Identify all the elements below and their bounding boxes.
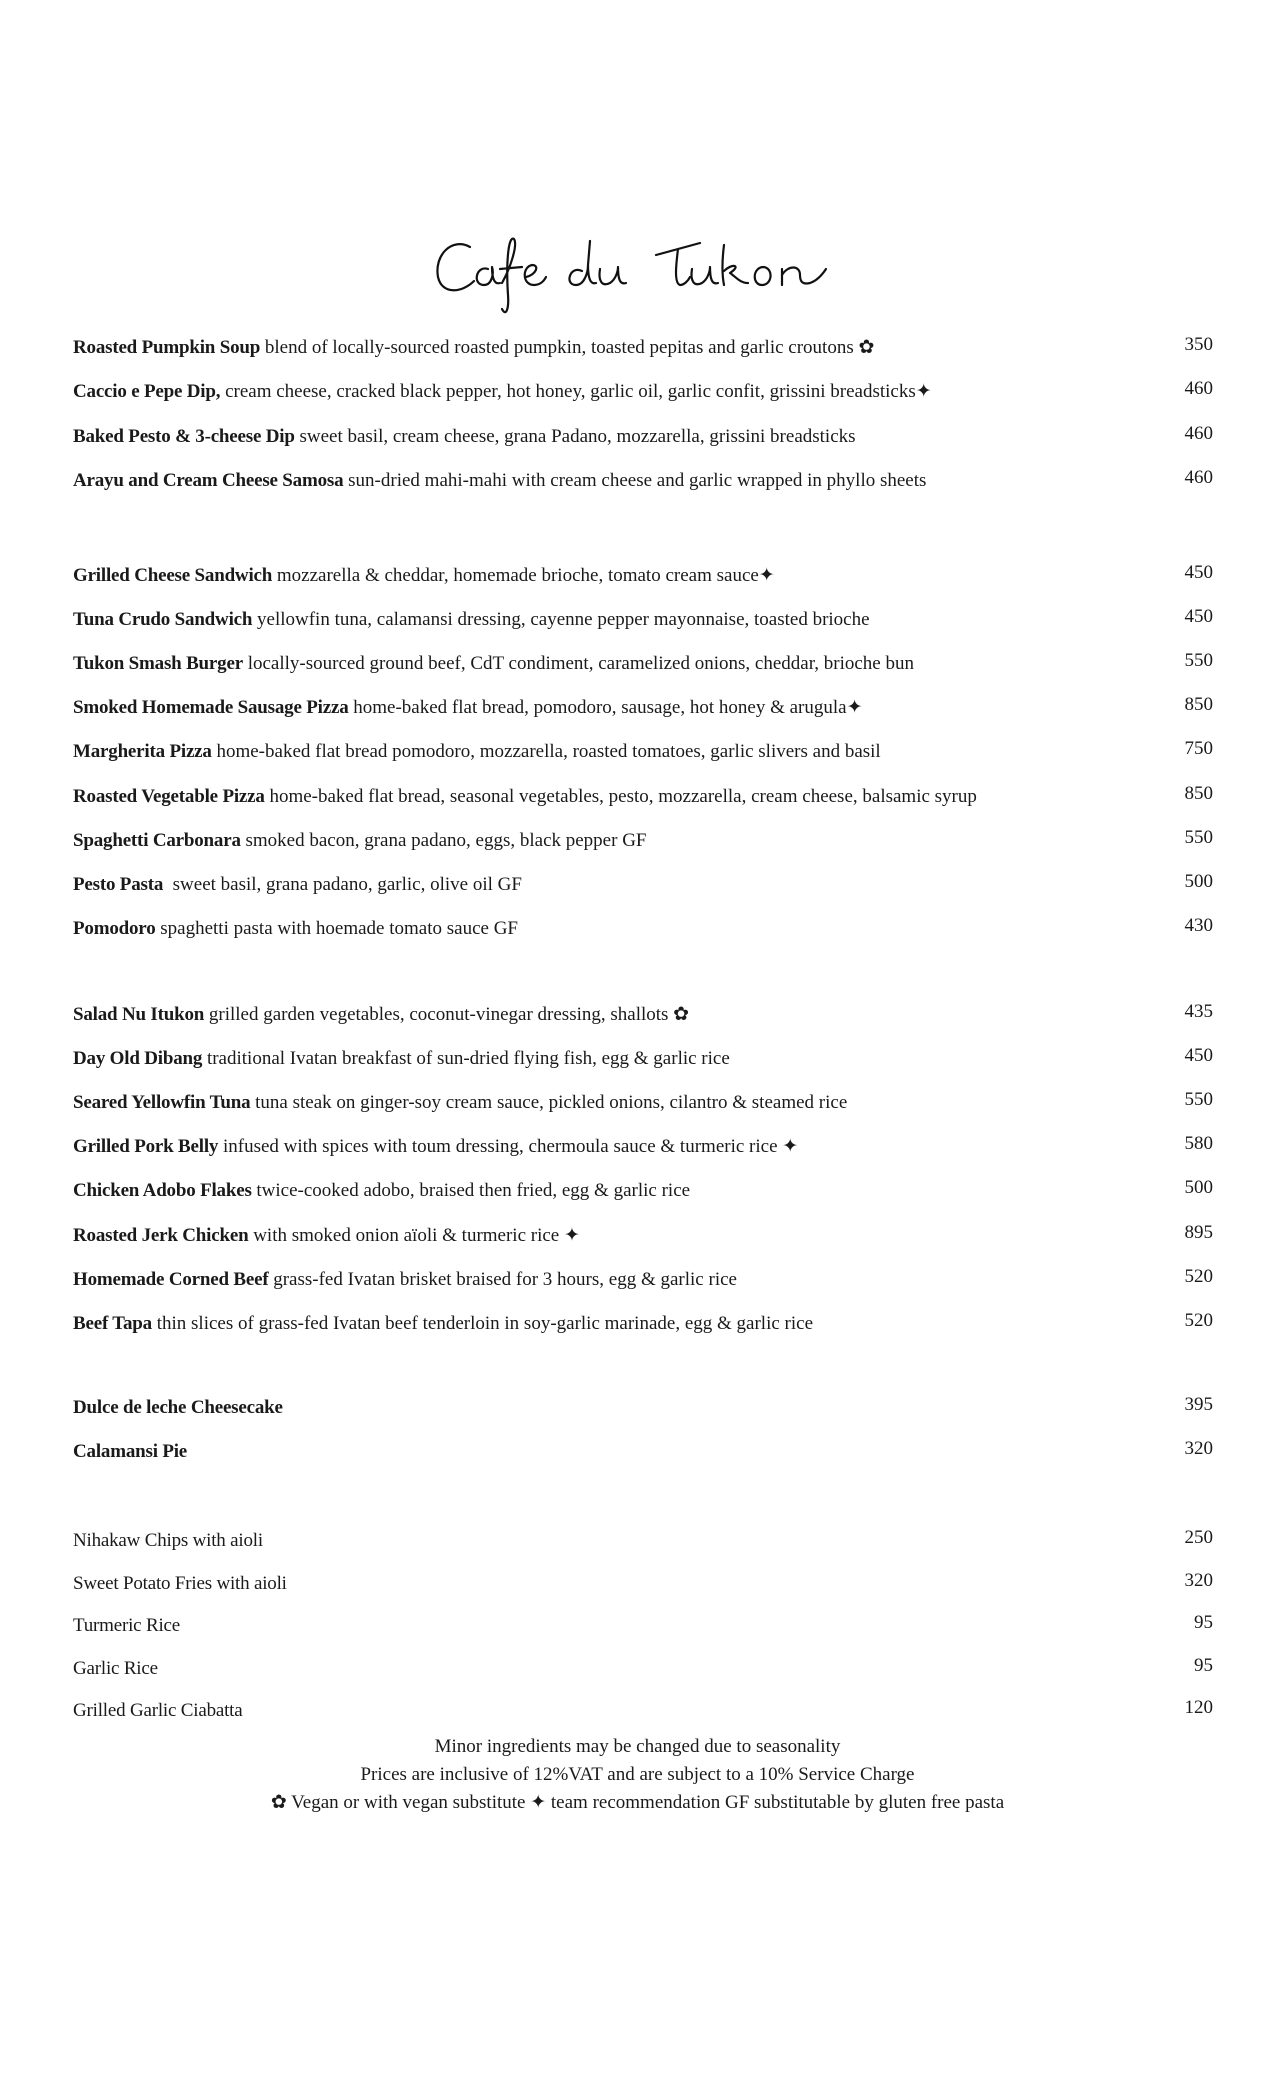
menu-item (73, 1526, 1213, 1556)
menu-item (73, 1000, 1213, 1030)
menu-item-name: Seared Yellowfin Tuna (73, 1092, 251, 1113)
menu-item-price: 460 (1184, 378, 1213, 399)
menu-item-description: sweet basil, cream cheese, grana Padano, mozzarella, grissini breadsticks (294, 426, 856, 447)
menu-item-name: Pesto Pasta (73, 874, 164, 895)
menu-item-name: Tuna Crudo Sandwich (73, 609, 253, 630)
menu-item-price: 430 (1184, 915, 1213, 936)
menu-item-description: smoked bacon, grana padano, eggs, black pepper GF (240, 830, 647, 851)
menu-item (73, 466, 1213, 496)
menu-item (73, 333, 1213, 363)
menu-item-price: 250 (1184, 1527, 1213, 1548)
menu-item-description: locally-sourced ground beef, CdT condiment, caramelized onions, cheddar, brioche bun (242, 653, 914, 674)
menu-item-name: Smoked Homemade Sausage Pizza (73, 697, 349, 718)
vat-note: Prices are inclusive of 12%VAT and are subject to a 10% Service Charge (360, 1764, 915, 1785)
menu-item-name: Beef Tapa (73, 1313, 152, 1334)
legend-note: ✿ Vegan or with vegan substitute ✦ team recommendation GF substitutable by gluten free pasta (270, 1792, 1005, 1813)
menu-item (73, 649, 1213, 679)
menu-item-price: 460 (1184, 423, 1213, 444)
menu-item-description: blend of locally-sourced roasted pumpkin, toasted pepitas and garlic croutons ✿ (260, 337, 875, 358)
menu-item-price: 750 (1184, 738, 1213, 759)
menu-item-price: 450 (1184, 606, 1213, 627)
menu-item-price: 850 (1184, 694, 1213, 715)
menu-item-price: 580 (1184, 1133, 1213, 1154)
menu-item (73, 1569, 1213, 1599)
menu-item-name: Pomodoro (73, 918, 156, 939)
menu-item-price: 450 (1184, 562, 1213, 583)
menu-item-description: with smoked onion aïoli & turmeric rice ✦ (248, 1225, 580, 1246)
menu-item-price: 395 (1184, 1394, 1213, 1415)
menu-item-price: 520 (1184, 1266, 1213, 1287)
menu-item (73, 1437, 1213, 1467)
menu-item-name: Garlic Rice (73, 1658, 158, 1679)
handwritten-logo (430, 225, 840, 325)
menu-item-name: Roasted Vegetable Pizza (73, 786, 265, 807)
menu-item (73, 422, 1213, 452)
menu-item-price: 500 (1184, 1177, 1213, 1198)
menu-item-description: home-baked flat bread, pomodoro, sausage, hot honey & arugula✦ (348, 697, 863, 718)
menu-item-price: 95 (1194, 1655, 1213, 1676)
menu-item-description: grilled garden vegetables, coconut-vinegar dressing, shallots ✿ (204, 1004, 690, 1025)
menu-item-description: grass-fed Ivatan brisket braised for 3 hours, egg & garlic rice (268, 1269, 737, 1290)
menu-item-name: Nihakaw Chips with aioli (73, 1530, 263, 1551)
menu-item-price: 460 (1184, 467, 1213, 488)
menu-item-description: sweet basil, grana padano, garlic, olive oil GF (163, 874, 522, 895)
menu-item-name: Turmeric Rice (73, 1615, 180, 1636)
menu-item-name: Dulce de leche Cheesecake (73, 1397, 283, 1418)
menu-item-description: spaghetti pasta with hoemade tomato sauce GF (155, 918, 518, 939)
menu-item-description: twice-cooked adobo, braised then fried, egg & garlic rice (251, 1180, 691, 1201)
menu-item (73, 870, 1213, 900)
menu-item-description: infused with spices with toum dressing, chermoula sauce & turmeric rice ✦ (218, 1136, 799, 1157)
cafe-logo (430, 225, 840, 325)
menu-item-name: Homemade Corned Beef (73, 1269, 269, 1290)
menu-item-description: tuna steak on ginger-soy cream sauce, pickled onions, cilantro & steamed rice (250, 1092, 848, 1113)
menu-item-name: Grilled Pork Belly (73, 1136, 219, 1157)
menu-item (73, 605, 1213, 635)
menu-item (73, 377, 1213, 407)
menu-item (73, 1696, 1213, 1726)
menu-item (73, 826, 1213, 856)
menu-item (73, 1088, 1213, 1118)
menu-item (73, 782, 1213, 812)
menu-item-price: 435 (1184, 1001, 1213, 1022)
menu-item (73, 737, 1213, 767)
menu-item-price: 895 (1184, 1222, 1213, 1243)
menu-item-description: yellowfin tuna, calamansi dressing, cayenne pepper mayonnaise, toasted brioche (252, 609, 870, 630)
menu-item-price: 320 (1184, 1438, 1213, 1459)
menu-item-name: Salad Nu Itukon (73, 1004, 205, 1025)
menu-item-description: cream cheese, cracked black pepper, hot honey, garlic oil, garlic confit, grissini breadsticks✦ (220, 381, 932, 402)
menu-item (73, 561, 1213, 591)
menu-item-description: home-baked flat bread pomodoro, mozzarella, roasted tomatoes, garlic slivers and basil (211, 741, 881, 762)
menu-item-price: 550 (1184, 650, 1213, 671)
menu-item-price: 320 (1184, 1570, 1213, 1591)
seasonality-note: Minor ingredients may be changed due to seasonality (434, 1736, 841, 1757)
menu-item-price: 550 (1184, 827, 1213, 848)
menu-item-price: 450 (1184, 1045, 1213, 1066)
menu-item-name: Arayu and Cream Cheese Samosa (73, 470, 344, 491)
menu-item-name: Chicken Adobo Flakes (73, 1180, 252, 1201)
menu-item (73, 1393, 1213, 1423)
menu-item (73, 1265, 1213, 1295)
menu-item-name: Roasted Jerk Chicken (73, 1225, 249, 1246)
menu-item-name: Tukon Smash Burger (73, 653, 243, 674)
menu-item-price: 520 (1184, 1310, 1213, 1331)
menu-item-description: sun-dried mahi-mahi with cream cheese and garlic wrapped in phyllo sheets (343, 470, 927, 491)
menu-item-description: traditional Ivatan breakfast of sun-dried flying fish, egg & garlic rice (202, 1048, 730, 1069)
menu-item (73, 1132, 1213, 1162)
menu-notes (0, 1733, 1275, 1817)
menu-item-name: Sweet Potato Fries with aioli (73, 1573, 287, 1594)
menu-item (73, 1654, 1213, 1684)
menu-item-price: 500 (1184, 871, 1213, 892)
menu-item-price: 550 (1184, 1089, 1213, 1110)
menu-item-name: Grilled Cheese Sandwich (73, 565, 273, 586)
menu-item-name: Calamansi Pie (73, 1441, 188, 1462)
menu-item (73, 1221, 1213, 1251)
menu-item (73, 1176, 1213, 1206)
menu-item-name: Roasted Pumpkin Soup (73, 337, 261, 358)
menu-item (73, 693, 1213, 723)
menu-item-description: thin slices of grass-fed Ivatan beef tenderloin in soy-garlic marinade, egg & garlic rice (151, 1313, 814, 1334)
menu-item-description: home-baked flat bread, seasonal vegetables, pesto, mozzarella, cream cheese, balsamic syrup (264, 786, 977, 807)
menu-item (73, 1044, 1213, 1074)
menu-item-name: Grilled Garlic Ciabatta (73, 1700, 243, 1721)
menu-item-description: mozzarella & cheddar, homemade brioche, tomato cream sauce✦ (272, 565, 775, 586)
menu-item-price: 120 (1184, 1697, 1213, 1718)
menu-item-name: Spaghetti Carbonara (73, 830, 241, 851)
menu-item (73, 914, 1213, 944)
menu-item-price: 95 (1194, 1612, 1213, 1633)
menu-item (73, 1611, 1213, 1641)
menu-item-name: Baked Pesto & 3-cheese Dip (73, 426, 295, 447)
menu-item-name: Margherita Pizza (73, 741, 212, 762)
menu-item (73, 1309, 1213, 1339)
menu-item-name: Day Old Dibang (73, 1048, 203, 1069)
menu-item-name: Caccio e Pepe Dip, (73, 381, 221, 402)
menu-item-price: 850 (1184, 783, 1213, 804)
menu-item-price: 350 (1184, 334, 1213, 355)
